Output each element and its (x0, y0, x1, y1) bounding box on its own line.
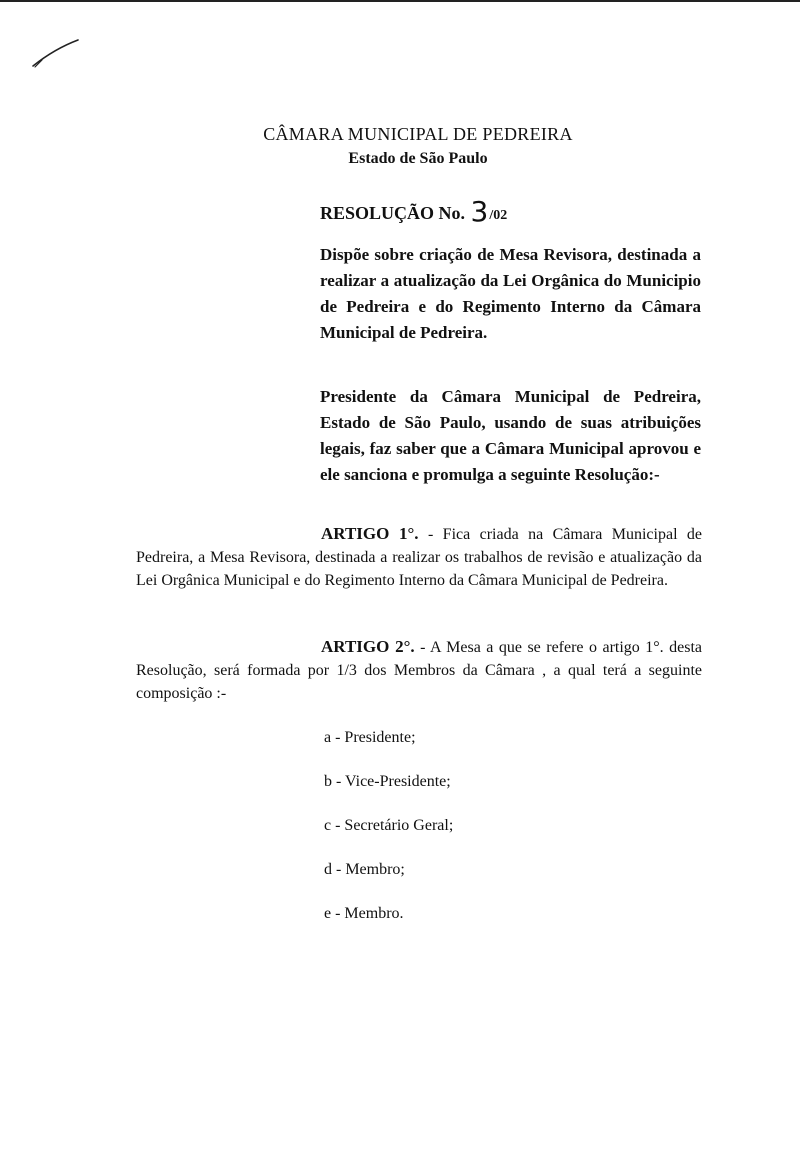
list-item: e - Membro. (324, 905, 404, 922)
article-2-text: - A Mesa a que se refere o artigo 1°. desta Resolução, será formada por 1/3 dos Membros da Câmara , a qual terá a seguinte composição :- (136, 639, 703, 702)
list-item: b - Vice-Presidente; (324, 773, 451, 790)
list-item: d - Membro; (324, 861, 405, 878)
resolution-year: /02 (489, 208, 508, 223)
composition-list (324, 728, 453, 948)
list-item: a - Presidente; (324, 729, 416, 746)
article-1 (136, 522, 702, 592)
state-subtitle: Estado de São Paulo (348, 150, 488, 167)
pen-stroke-mark (30, 36, 82, 72)
resolution-label: RESOLUÇÃO No. (320, 203, 466, 223)
resolution-preamble: Presidente da Câmara Municipal de Pedreira, Estado de São Paulo, usando de suas atribuições legais, faz saber que a Câmara Municipal aprovou e ele sanciona e promulga a seguinte Resolução:- (320, 387, 701, 484)
list-item: c - Secretário Geral; (324, 817, 454, 834)
chamber-title: CÂMARA MUNICIPAL DE PEDREIRA (263, 124, 573, 144)
scan-top-border (0, 0, 800, 2)
resolution-number-handwritten: 3 (470, 195, 489, 228)
article-1-text: - Fica criada na Câmara Municipal de Pedreira, a Mesa Revisora, destinada a realizar os trabalhos de revisão e atualização da Lei Orgânica Municipal e do Regimento Interno da Câmara Municipal de Pedreira. (136, 526, 703, 589)
resolution-summary: Dispõe sobre criação de Mesa Revisora, destinada a realizar a atualização da Lei Orgânica do Municipio de Pedreira e do Regimento Interno da Câmara Municipal de Pedreira. (320, 245, 701, 342)
article-1-label: ARTIGO 1°. (321, 524, 419, 543)
article-2-label: ARTIGO 2°. (321, 637, 415, 656)
resolution-heading (320, 193, 507, 226)
article-2 (136, 635, 702, 705)
